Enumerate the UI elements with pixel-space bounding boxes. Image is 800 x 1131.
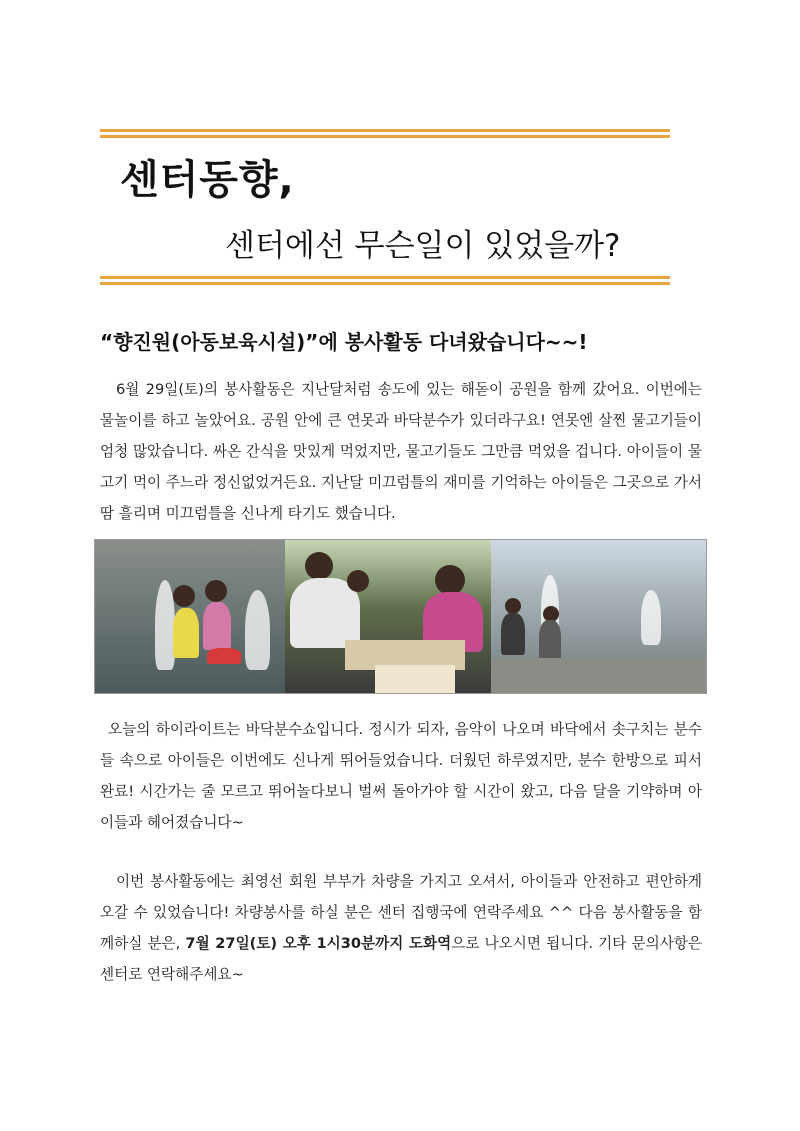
photo-fountain-kids <box>95 540 285 693</box>
paragraph-3-text-b: 으로 나오시면 됩니다. 기타 문의사항은 센터로 연락해주세요~ <box>100 935 703 983</box>
paragraph-2: 오늘의 하이라이트는 바닥분수쇼입니다. 정시가 되자, 음악이 나오며 바닥에서 솟구치는 분수들 속으로 아이들은 이번에도 신나게 뛰어들었습니다. 더웠던 하루였지만, 분수 한방으로 피서 완료! 시간가는 줄 모르고 뛰어놀다보니 벌써 돌아가야 할 시간이 왔고, 다음 달을 기약하며 아이들과 헤어졌습니다~ <box>100 721 702 831</box>
photo-picnic <box>285 540 491 693</box>
photo-strip <box>94 539 707 694</box>
paragraph-3 <box>100 866 702 990</box>
paragraph-1: 6월 29일(토)의 봉사활동은 지난달처럼 송도에 있는 해돋이 공원을 함께 갔어요. 이번에는 물놀이를 하고 놀았어요. 공원 안에 큰 연못과 바닥분수가 있더라구요! 연못엔 살찐 물고기들이 엄청 많았습니다. 싸온 간식을 맛있게 먹었지만, 물고기들도 그만큼 먹었을 겁니다. 아이들이 물고기 먹이 주느라 정신없었거든요. 지난달 미끄럼틀의 재미를 기억하는 아이들은 그곳으로 가서 땀 흘리며 미끄럼틀을 신나게 타기도 했습니다. <box>100 381 702 522</box>
page-title: 센터동향, <box>120 157 295 203</box>
top-double-rule <box>100 129 670 138</box>
photo-floor-fountain <box>491 540 706 693</box>
bottom-double-rule <box>100 276 670 285</box>
page-subtitle: 센터에선 무슨일이 있었을까? <box>225 228 621 264</box>
meeting-time-place: 7월 27일(토) 오후 1시30분까지 도화역 <box>185 935 452 952</box>
paragraph-3-text-a: 이번 봉사활동에는 최영선 회원 부부가 차량을 가지고 오셔서, 아이들과 안전하고 편안하게 오갈 수 있었습니다! 차량봉사를 하실 분은 센터 집행국에 연락주세요 ^^ 다음 봉사활동을 함께하실 분은, <box>100 873 702 952</box>
article-heading: “향진원(아동보육시설)”에 봉사활동 다녀왔습니다~~! <box>100 330 588 354</box>
